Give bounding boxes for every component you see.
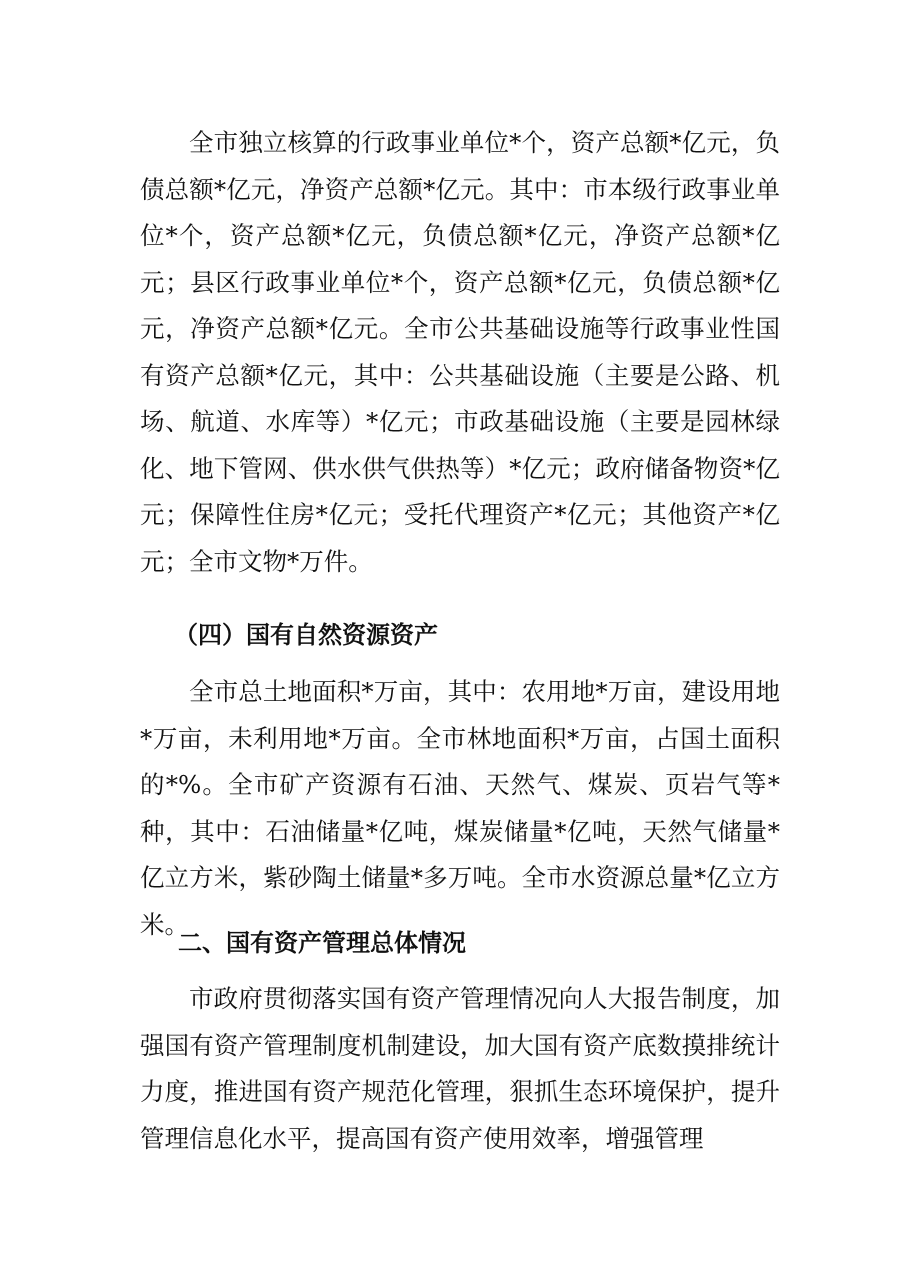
- heading-natural-resource-assets: （四）国有自然资源资产: [174, 621, 438, 649]
- paragraph-management-overview: 市政府贯彻落实国有资产管理情况向人大报告制度，加强国有资产管理制度机制建设，加大国有资产底数摸排统计力度，推进国有资产规范化管理，狠抓生态环境保护，提升管理信息化水平，提高国有资产使用效率，增强管理: [140, 984, 780, 1153]
- paragraph-administrative-assets: 全市独立核算的行政事业单位*个，资产总额*亿元，负债总额*亿元，净资产总额*亿元。其中：市本级行政事业单位*个，资产总额*亿元，负债总额*亿元，净资产总额*亿元；县区行政事业单位*个，资产总额*亿元，负债总额*亿元，净资产总额*亿元。全市公共基础设施等行政事业性国有资产总额*亿元，其中：公共基础设施（主要是公路、机场、航道、水库等）*亿元；市政基础设施（主要是园林绿化、地下管网、供水供气供热等）*亿元；政府储备物资*亿元；保障性住房*亿元；受托代理资产*亿元；其他资产*亿元；全市文物*万件。: [140, 128, 780, 576]
- heading-asset-management-overview: 二、国有资产管理总体情况: [178, 929, 466, 957]
- paragraph-natural-resources: 全市总土地面积*万亩，其中：农用地*万亩，建设用地*万亩，未利用地*万亩。全市林地面积*万亩，占国土面积的*%。全市矿产资源有石油、天然气、煤炭、页岩气等*种，其中：石油储量*亿吨，煤炭储量*亿吨，天然气储量*亿立方米，紫砂陶土储量*多万吨。全市水资源总量*亿立方米。: [140, 677, 780, 939]
